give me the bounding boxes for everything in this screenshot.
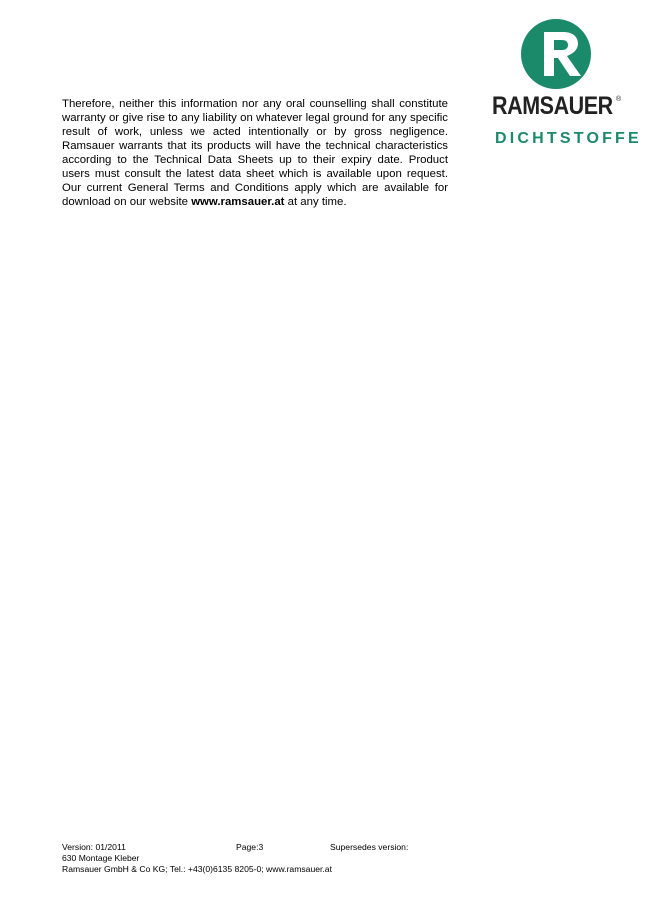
product-name: 630 Montage Kleber [62,853,140,863]
version-label: Version: 01/2011 [62,842,126,852]
website-link[interactable]: www.ramsauer.at [191,196,285,208]
page-footer [62,842,462,875]
disclaimer-text-end: at any time. [284,196,347,208]
company-logo [492,18,642,150]
ramsauer-logo-icon [520,18,592,90]
supersedes-label: Supersedes version: [330,842,409,852]
company-contact: Ramsauer GmbH & Co KG; Tel.: +43(0)6135 8205-0; www.ramsauer.at [62,864,332,874]
registered-mark: ® [616,96,622,103]
disclaimer-text: Therefore, neither this information nor any oral counselling shall constitute warranty or give rise to any liability on whatever legal ground for any specific result of work, unless we acted intentionally or by gross negligence. Ramsauer warrants that its products will have the technical characteristics according to the Technical Data Sheets up to their expiry date. Product users must consult the latest data sheet which is available upon request. Our current General Terms and Conditions apply which are available for download on our website [62,98,448,208]
page-number: Page:3 [236,842,264,852]
footer-meta-row [62,842,462,853]
logo-name: RAMSAUER [492,92,613,120]
disclaimer-paragraph [62,97,448,209]
logo-subtitle: DICHTSTOFFE [495,130,642,147]
